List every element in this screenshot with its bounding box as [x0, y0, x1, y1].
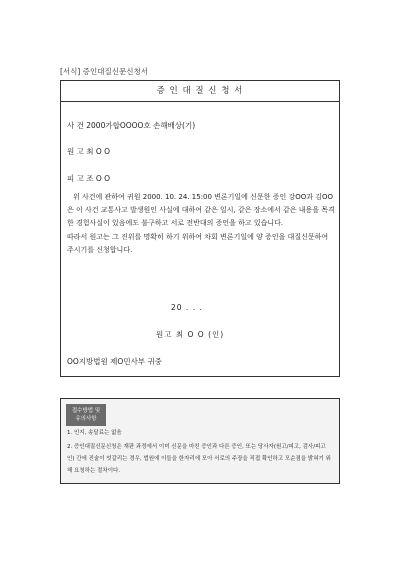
- notes-label-line-1: 접수방법 및: [71, 408, 101, 414]
- form-title: 증 인 대 질 신 청 서: [61, 81, 339, 102]
- body-paragraph-1: 위 사건에 관하여 귀원 2000. 10. 24. 15:00 변론기일에 신문한 증인 강OO과 김OO은 이 사건 교통사고 발생원인 사실에 대하여 같은 일시, 같은 장소에서 같은 내용을 목격한 경험사실이 있음에도 불구하고 서로 전반대의 증언을 하고 있습니다.: [67, 193, 335, 228]
- defendant-field: 피 고 조 O O: [67, 174, 111, 183]
- form-tag: [서식] 증인대질신문신청서: [60, 67, 148, 76]
- signer-line: 원고 최 O O (인): [156, 330, 225, 339]
- notes-box: [60, 398, 340, 484]
- note-item-2: 2. 증인대질신문신청은 재판 과정에서 이미 신문을 마친 증인과 다른 증인, 또는 당사자(원고/피고, 검사/피고인) 간에 진술이 엇갈리는 경우, 법원에 이들을 한자리에 모아 서로의 주장을 직접 확인하고 모순점을 밝혀기 위해 요청하는 절차이다.: [67, 444, 331, 474]
- application-form: [60, 80, 340, 377]
- note-item-1: 1. 인지, 송달료는 없음: [67, 430, 122, 436]
- notes-label: [66, 404, 106, 426]
- body-paragraph-2: 따라서 원고는 그 진위를 명확히 하기 위하여 차회 변론기일에 양 증인을 대질신문하여 주시기를 신청합니다.: [67, 232, 329, 254]
- application-body: [67, 191, 335, 257]
- case-number-field: 사 건 2000가합OOOO호 손해배상(기): [67, 121, 196, 130]
- date-line: 20 . . .: [171, 303, 203, 312]
- plaintiff-field: 원 고 최 O O: [67, 147, 111, 156]
- notes-label-line-2: 유의사항: [75, 416, 97, 422]
- court-addressee: OO지방법원 제O민사부 귀중: [67, 357, 162, 366]
